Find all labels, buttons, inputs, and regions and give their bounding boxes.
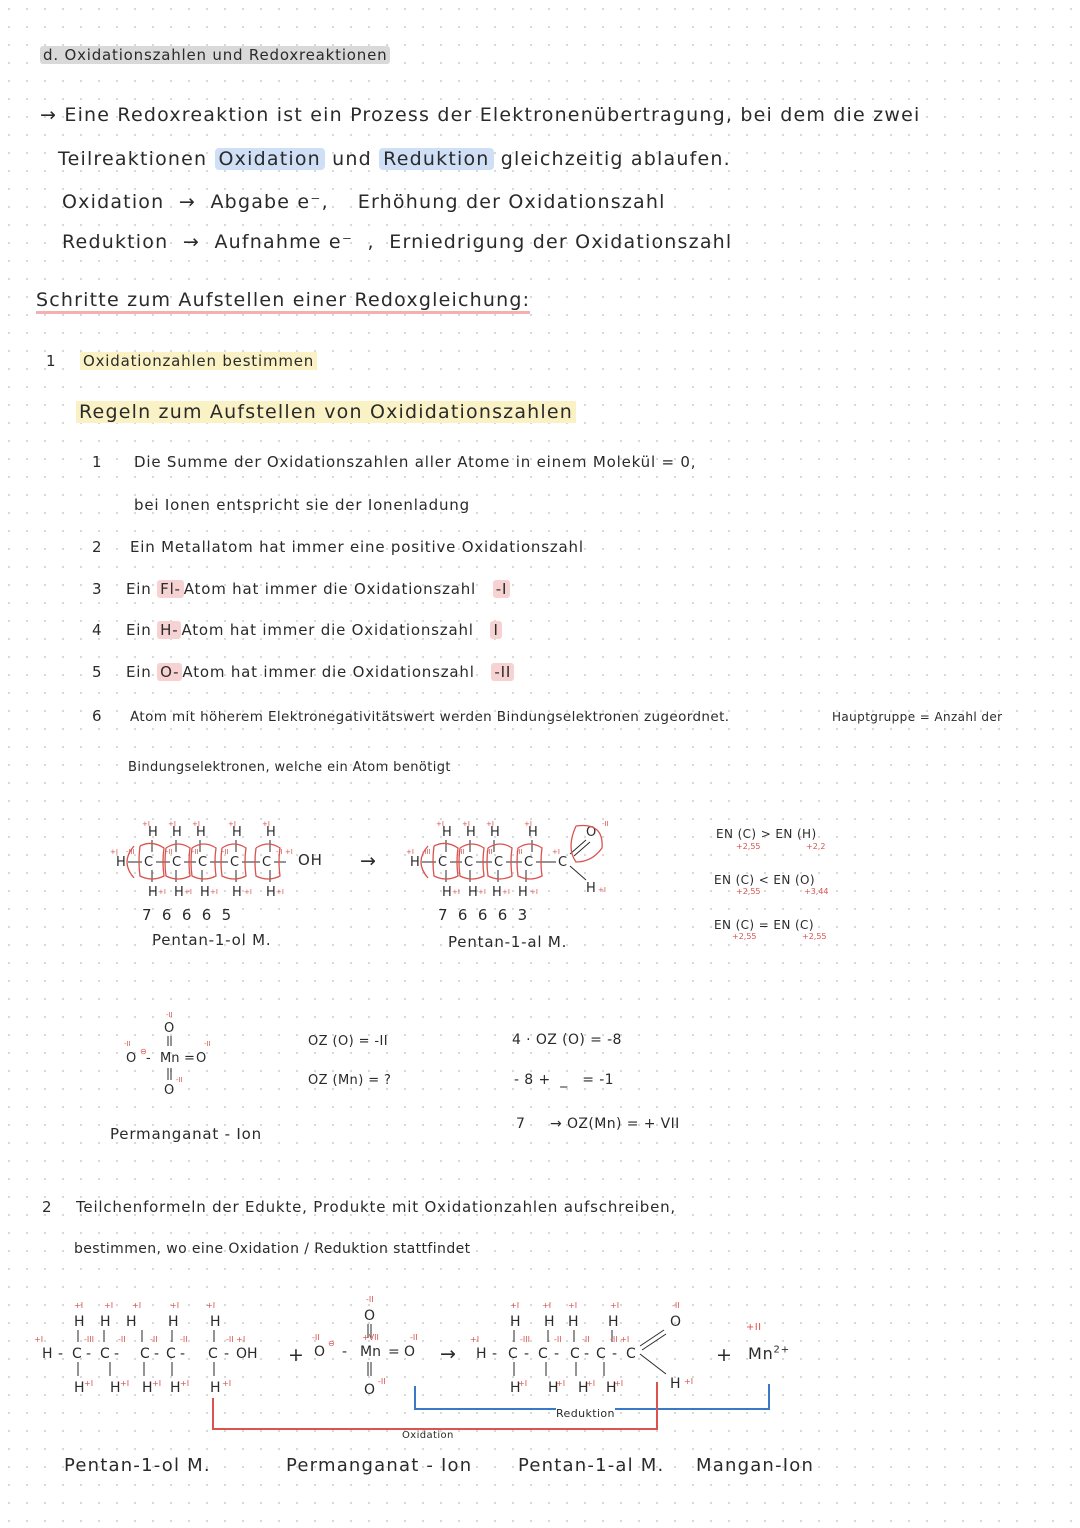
svg-text:H: H — [544, 1314, 555, 1330]
step2-line-2: bestimmen, wo eine Oxidation / Reduktion stattfindet — [74, 1241, 471, 1257]
svg-text:+I: +I — [210, 888, 218, 896]
svg-text:C: C — [596, 1346, 606, 1362]
rule-6-num: 6 — [92, 707, 103, 725]
svg-text:C: C — [538, 1346, 548, 1362]
permanganate-structure — [118, 1010, 228, 1100]
page-heading: d. Oxidationszahlen und Redoxreaktionen — [40, 46, 390, 64]
svg-text:+I: +I — [684, 1377, 694, 1386]
svg-text:H: H — [126, 1314, 137, 1330]
svg-text:C: C — [208, 1346, 218, 1362]
svg-text:-II: -II — [176, 1076, 183, 1084]
reduktion-term: Reduktion — [379, 148, 493, 170]
svg-text:C: C — [144, 855, 154, 870]
step1-title: Oxidationzahlen bestimmen — [80, 352, 317, 370]
rule-4-text: Ein H- Atom hat immer die Oxidationszahl I — [126, 621, 502, 639]
svg-text:+I: +I — [262, 820, 270, 828]
svg-text:+I: +I — [510, 1301, 520, 1310]
svg-text:H: H — [148, 825, 158, 840]
reduktion-bracket-left — [414, 1386, 416, 1410]
equation-plus-1: + — [288, 1344, 306, 1366]
svg-text:H: H — [100, 1314, 111, 1330]
svg-text:-: - — [224, 1346, 230, 1362]
svg-text:H: H — [168, 1314, 179, 1330]
svg-text:+I: +I — [180, 1379, 190, 1388]
rule-6-cont: Bindungselektronen, welche ein Atom benötigt — [128, 760, 451, 775]
reduktion-label: Reduktion — [556, 1407, 615, 1420]
svg-text:-II: -II — [602, 820, 609, 828]
reaction-arrow: → — [360, 850, 378, 872]
svg-text:-II: -II — [180, 1335, 188, 1344]
svg-text:+I: +I — [478, 888, 486, 896]
svg-text:+I: +I — [406, 848, 414, 856]
svg-text:-II: -II — [204, 1040, 211, 1048]
steps-title: Schritte zum Aufstellen einer Redoxgleichung: — [36, 289, 530, 311]
rule-2-num: 2 — [92, 538, 103, 556]
pentanol-electron-counts: 7 6 6 6 5 — [142, 906, 232, 924]
svg-text:-II: -II — [410, 1333, 418, 1342]
svg-text:O: O — [126, 1051, 137, 1066]
svg-text:-: - — [180, 1346, 186, 1362]
svg-text:+I: +I — [158, 888, 166, 896]
svg-text:-II: -II — [124, 1040, 131, 1048]
en-compare-3: EN (C) = EN (C) — [714, 918, 814, 932]
rule-5-num: 5 — [92, 663, 103, 681]
oz-oxygen: OZ (O) = -II — [308, 1034, 388, 1049]
svg-text:O: O — [314, 1344, 326, 1360]
svg-text:+I: +I — [502, 888, 510, 896]
svg-text:-: - — [584, 1346, 590, 1362]
svg-text:-III: -III — [520, 1335, 530, 1344]
rule-3-text: Ein Fl- Atom hat immer die Oxidationszahl -I — [126, 580, 510, 598]
svg-text:-II: -II — [192, 848, 199, 856]
svg-text:C: C — [464, 855, 474, 870]
svg-text:-II: -II — [458, 848, 465, 856]
svg-text:-III: -III — [126, 848, 135, 856]
svg-text:C: C — [262, 855, 272, 870]
svg-text:H: H — [410, 855, 420, 870]
svg-text:-: - — [86, 1346, 92, 1362]
svg-text:=: = — [388, 1344, 400, 1360]
svg-text:H: H — [548, 1380, 559, 1396]
oz-manganese: OZ (Mn) = ? — [308, 1073, 392, 1088]
svg-text:-II: -II — [672, 1301, 680, 1310]
pentanal-electron-counts: 7 6 6 6 3 — [438, 906, 528, 924]
svg-text:+I: +I — [34, 1335, 44, 1344]
svg-text:O: O — [364, 1382, 376, 1398]
svg-text:H: H — [232, 885, 242, 900]
label-pentanal: Pentan-1-al M. — [518, 1455, 665, 1476]
svg-text:H: H — [510, 1314, 521, 1330]
en-compare-2: EN (C) < EN (O) — [714, 873, 815, 887]
svg-text:C: C — [626, 1346, 636, 1362]
reduktion-bracket-right — [768, 1384, 770, 1410]
svg-text:O: O — [196, 1051, 207, 1066]
label-pentanol: Pentan-1-ol M. — [64, 1455, 211, 1476]
svg-text:=: = — [184, 1051, 195, 1066]
oxidation-bracket-right — [656, 1382, 658, 1430]
svg-text:H: H — [468, 885, 478, 900]
svg-text:H: H — [172, 825, 182, 840]
svg-text:+I: +I — [518, 1379, 528, 1388]
rule-4-badge: I — [490, 621, 501, 639]
svg-text:+I: +I — [586, 1379, 596, 1388]
svg-text:H: H — [466, 825, 476, 840]
svg-text:-II: -II — [378, 1377, 386, 1386]
svg-text:H: H — [110, 1380, 121, 1396]
svg-text:C: C — [494, 855, 504, 870]
svg-text:-II: -II — [118, 1335, 126, 1344]
svg-text:C: C — [558, 855, 568, 870]
reduktion-row: Reduktion → Aufnahme e⁻ , Erniedrigung der Oxidationszahl — [62, 231, 733, 253]
intro-line-1: → Eine Redoxreaktion ist ein Prozess der Elektronenübertragung, bei dem die zwei — [40, 104, 921, 126]
pentanal-name: Pentan-1-al M. — [448, 933, 568, 951]
svg-text:+I: +I — [84, 1379, 94, 1388]
svg-text:C: C — [166, 1346, 176, 1362]
svg-text:H: H — [266, 885, 276, 900]
svg-text:+I: +I — [568, 1301, 578, 1310]
calc-oxygen-sum: 4 · OZ (O) = -8 — [512, 1032, 622, 1048]
en-compare-2-b: +3,44 — [804, 887, 829, 896]
rule-1-cont: bei Ionen entspricht sie der Ionenladung — [134, 496, 470, 514]
svg-text:+I: +I — [184, 888, 192, 896]
mangan-ion-formula: $Mn^{2+}$ — [748, 1344, 790, 1363]
rule-4-num: 4 — [92, 621, 103, 639]
oxidation-term: Oxidation — [215, 148, 325, 170]
pentanol-oh: OH — [298, 851, 323, 869]
svg-text:H: H — [528, 825, 538, 840]
svg-text:-II: -II — [166, 1011, 173, 1019]
svg-text:OH: OH — [236, 1346, 258, 1362]
en-compare-2-a: +2,55 — [736, 887, 761, 896]
svg-text:-II +I: -II +I — [276, 848, 293, 856]
svg-text:-II: -II — [312, 1333, 320, 1342]
permanganate-label: Permanganat - Ion — [110, 1125, 262, 1143]
svg-text:C: C — [230, 855, 240, 870]
equation-plus-2: + — [716, 1344, 734, 1366]
rule-1-num: 1 — [92, 453, 103, 471]
calc-result-oz: → OZ(Mn) = + VII — [550, 1116, 680, 1132]
svg-text:+I: +I — [614, 1379, 624, 1388]
oxidation-label: Oxidation — [402, 1430, 454, 1441]
intro-line-2: Teilreaktionen Oxidation und Reduktion gleichzeitig ablaufen. — [58, 148, 731, 170]
en-compare-3-a: +2,55 — [732, 932, 757, 941]
svg-text:-: - — [342, 1344, 348, 1360]
svg-text:H: H — [196, 825, 206, 840]
svg-text:H: H — [142, 1380, 153, 1396]
svg-text:H: H — [492, 885, 502, 900]
svg-text:⊖: ⊖ — [328, 1339, 335, 1348]
rules-title: Regeln zum Aufstellen von Oxididationszahlen — [76, 401, 576, 423]
svg-text:-III: -III — [84, 1335, 94, 1344]
svg-text:+I: +I — [436, 820, 444, 828]
equation-arrow: → — [440, 1343, 458, 1365]
svg-text:H: H — [266, 825, 276, 840]
svg-text:+I: +I — [530, 888, 538, 896]
oxidation-bracket-left — [212, 1398, 214, 1430]
svg-text:-III: -III — [422, 848, 431, 856]
svg-text:H: H — [442, 825, 452, 840]
svg-text:-II: -II — [150, 1335, 158, 1344]
svg-text:O: O — [404, 1344, 416, 1360]
svg-text:+I: +I — [542, 1301, 552, 1310]
svg-text:H: H — [606, 1380, 617, 1396]
svg-text:+I: +I — [228, 820, 236, 828]
label-permanganat: Permanganat - Ion — [286, 1455, 473, 1476]
rule-2-text: Ein Metallatom hat immer eine positive Oxidationszahl — [130, 538, 584, 556]
svg-text:+I: +I — [462, 820, 470, 828]
svg-text:+I: +I — [142, 820, 150, 828]
step2-line-1: Teilchenformeln der Edukte, Produkte mit Oxidationzahlen aufschreiben, — [76, 1198, 676, 1216]
svg-text:H: H — [578, 1380, 589, 1396]
svg-text:+I: +I — [170, 1301, 180, 1310]
svg-text:C: C — [72, 1346, 82, 1362]
svg-text:C: C — [198, 855, 208, 870]
svg-text:H: H — [200, 885, 210, 900]
svg-text:-II +I: -II +I — [610, 1335, 630, 1344]
svg-text:+I: +I — [192, 820, 200, 828]
svg-text:H: H — [476, 1346, 487, 1362]
svg-text:-: - — [612, 1346, 618, 1362]
svg-text:+I: +I — [610, 1301, 620, 1310]
svg-text:+I: +I — [452, 888, 460, 896]
svg-text:-II: -II — [516, 848, 523, 856]
svg-text:+I: +I — [244, 888, 252, 896]
svg-text:+I: +I — [470, 1335, 480, 1344]
svg-text:O: O — [164, 1021, 175, 1036]
svg-text:H: H — [510, 1380, 521, 1396]
svg-text:H: H — [210, 1314, 221, 1330]
svg-text:-II: -II — [486, 848, 493, 856]
rule-3-badge: -I — [493, 580, 510, 598]
svg-text:-: - — [146, 1051, 151, 1066]
svg-text:-II: -II — [166, 848, 173, 856]
svg-text:H: H — [116, 855, 126, 870]
svg-text:C: C — [140, 1346, 150, 1362]
svg-text:+VII: +VII — [362, 1333, 379, 1342]
svg-text:H: H — [74, 1380, 85, 1396]
calc-equation: - 8 + _ = -1 — [514, 1072, 614, 1088]
rule-6-text: Atom mit höherem Elektronegativitätswert werden Bindungselektronen zugeordnet. — [130, 709, 730, 725]
svg-text:+I: +I — [152, 1379, 162, 1388]
svg-text:+I: +I — [132, 1301, 142, 1310]
svg-text:C: C — [524, 855, 534, 870]
svg-text:Mn: Mn — [360, 1344, 381, 1360]
rule-5-text: Ein O- Atom hat immer die Oxidationszahl -II — [126, 663, 514, 681]
equation-pentanol — [30, 1296, 300, 1400]
equation-pentanal — [470, 1296, 720, 1400]
svg-text:⊖: ⊖ — [140, 1047, 147, 1056]
svg-text:+I: +I — [222, 1379, 232, 1388]
pentanal-structure — [406, 818, 636, 918]
svg-text:H: H — [74, 1314, 85, 1330]
svg-text:H: H — [42, 1346, 53, 1362]
en-compare-1-b: +2,2 — [806, 842, 826, 851]
svg-text:+I: +I — [104, 1301, 114, 1310]
svg-text:-II: -II — [222, 848, 229, 856]
svg-text:H: H — [210, 1380, 221, 1396]
svg-text:O: O — [164, 1083, 175, 1098]
pentanol-name: Pentan-1-ol M. — [152, 931, 272, 949]
svg-text:C: C — [570, 1346, 580, 1362]
svg-text:+I: +I — [120, 1379, 130, 1388]
svg-text:C: C — [100, 1346, 110, 1362]
svg-text:C: C — [438, 855, 448, 870]
svg-text:H: H — [518, 885, 528, 900]
svg-text:H: H — [568, 1314, 579, 1330]
svg-text:-II +I: -II +I — [226, 1335, 246, 1344]
step2-number: 2 — [42, 1198, 53, 1216]
svg-text:-II: -II — [366, 1295, 374, 1304]
svg-text:O: O — [364, 1308, 376, 1324]
svg-text:H: H — [148, 885, 158, 900]
svg-text:H: H — [442, 885, 452, 900]
svg-text:+I: +I — [524, 820, 532, 828]
svg-text:+I: +I — [206, 1301, 216, 1310]
mangan-ion-oz: +II — [746, 1322, 762, 1333]
svg-text:+I: +I — [74, 1301, 84, 1310]
svg-text:H: H — [608, 1314, 619, 1330]
svg-text:-: - — [492, 1346, 498, 1362]
svg-text:O: O — [670, 1314, 682, 1330]
svg-text:-: - — [524, 1346, 530, 1362]
label-mangan-ion: Mangan-Ion — [696, 1455, 815, 1476]
svg-text:H: H — [490, 825, 500, 840]
svg-text:-II: -II — [582, 1335, 590, 1344]
svg-text:+I: +I — [486, 820, 494, 828]
en-compare-1-a: +2,55 — [736, 842, 761, 851]
rule-1-text: Die Summe der Oxidationszahlen aller Atome in einem Molekül = 0, — [134, 453, 697, 471]
step1-number: 1 — [46, 352, 57, 370]
rule-5-badge: -II — [491, 663, 514, 681]
svg-text:Mn: Mn — [160, 1051, 180, 1066]
svg-text:-: - — [554, 1346, 560, 1362]
svg-text:C: C — [508, 1346, 518, 1362]
svg-text:+I: +I — [110, 848, 118, 856]
svg-text:+I: +I — [598, 886, 606, 894]
svg-text:-: - — [154, 1346, 160, 1362]
svg-text:H: H — [174, 885, 184, 900]
svg-text:+I: +I — [552, 848, 560, 856]
svg-text:-II: -II — [554, 1335, 562, 1344]
rule-3-num: 3 — [92, 580, 103, 598]
svg-text:H: H — [232, 825, 242, 840]
svg-text:-: - — [58, 1346, 64, 1362]
svg-text:H: H — [586, 881, 596, 896]
svg-text:O: O — [586, 825, 597, 840]
svg-text:+I: +I — [168, 820, 176, 828]
oxidation-row: Oxidation → Abgabe e⁻, Erhöhung der Oxidationszahl — [62, 191, 666, 213]
equation-permanganate — [306, 1290, 436, 1400]
rule-6-extra: Hauptgruppe = Anzahl der — [832, 710, 1003, 724]
en-compare-1: EN (C) > EN (H) — [716, 827, 817, 841]
svg-text:+I: +I — [556, 1379, 566, 1388]
svg-text:H: H — [670, 1376, 681, 1392]
svg-text:-: - — [114, 1346, 120, 1362]
calc-result-value: 7 — [516, 1116, 526, 1132]
svg-text:H: H — [170, 1380, 181, 1396]
svg-text:+I: +I — [276, 888, 284, 896]
svg-text:C: C — [172, 855, 182, 870]
en-compare-3-b: +2,55 — [802, 932, 827, 941]
